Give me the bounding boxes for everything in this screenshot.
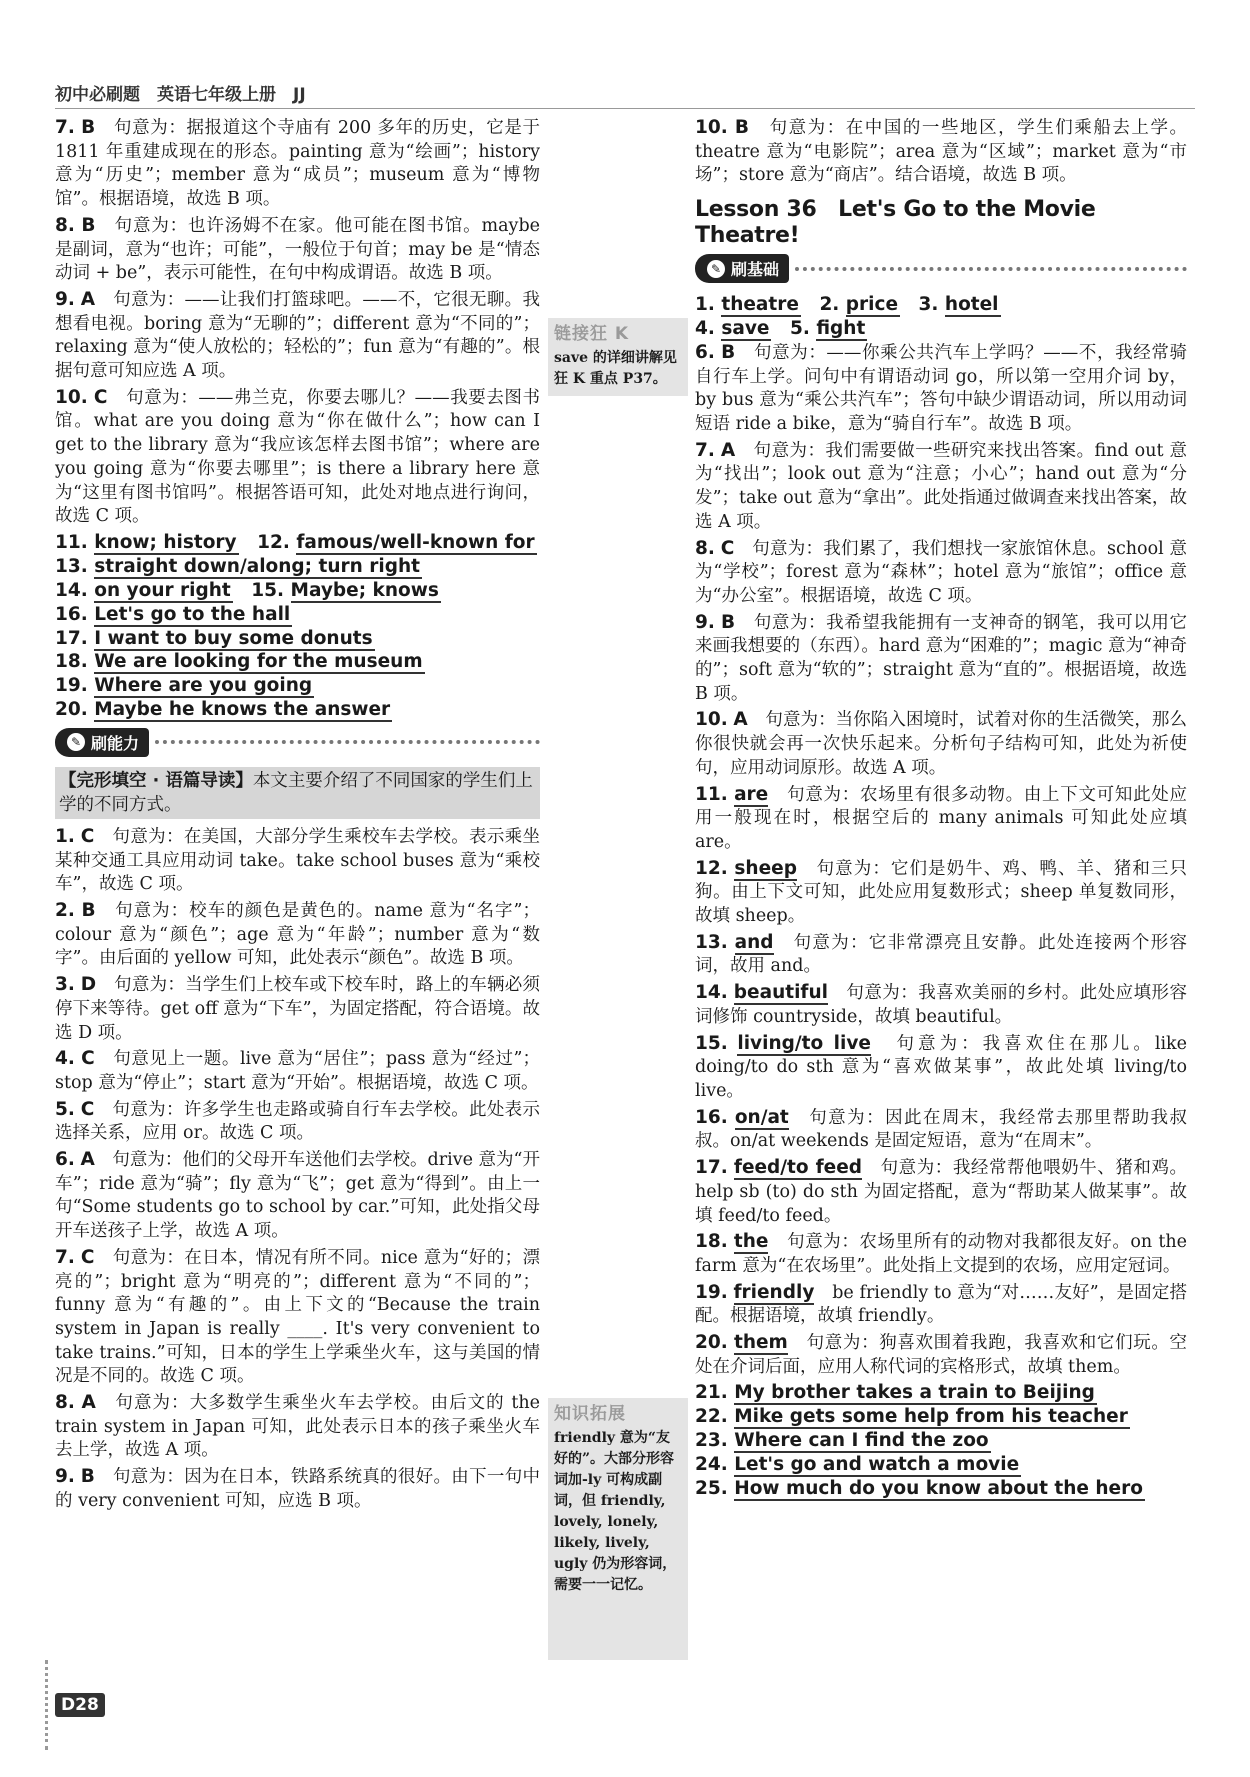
answer-entry — [695, 1032, 1187, 1104]
answer-key: beautiful — [733, 982, 828, 1004]
explanation-text: 句意为：——让我们打篮球吧。——不，它很无聊。我想看电视。boring 意为“无聊的”；different 意为“不同的”；relaxing 意为“使人放松的；轻松的”；fun 意为“有趣的”。根据句意可知应选 A 项。 — [55, 289, 540, 382]
explanation-text: 句意见上一题。live 意为“居住”；pass 意为“经过”；stop 意为“停止”；start 意为“开始”。根据语境，故选 C 项。 — [55, 1049, 540, 1093]
question-number: 14. — [55, 579, 88, 601]
answer-key: friendly — [733, 1281, 815, 1303]
answer-key: B — [721, 611, 736, 633]
side-note-title: 知识拓展 — [554, 1404, 626, 1424]
question-number: 10. — [695, 709, 728, 731]
question-number: 12. — [257, 531, 290, 553]
explanation-text: be friendly to 意为“对……友好”，是固定搭配。根据语境，故填 friendly。 — [695, 1282, 1187, 1327]
question-number: 22. — [695, 1406, 728, 1428]
answer-text: fight — [816, 318, 866, 339]
answer-text: Maybe he knows the answer — [94, 699, 391, 721]
question-number: 19. — [695, 1281, 728, 1303]
short-answer-line — [55, 627, 540, 651]
answer-key: them — [734, 1332, 788, 1354]
side-note-text: friendly 意为“友好的”。大部分形容词加-ly 可构成副词，但 friendly, lovely, lonely, likely, lively, ugly 仍为形容词，需要一一记忆。 — [554, 1430, 677, 1593]
question-number: 15. — [695, 1032, 728, 1054]
question-number: 3. — [918, 294, 939, 316]
answer-key: A — [80, 288, 96, 310]
answer-entry — [55, 1465, 540, 1513]
question-number: 7. — [695, 439, 715, 461]
explanation-text: 句意为：它们是奶牛、鸡、鸭、羊、猪和三只狗。由上下文可知，此处应用复数形式；sheep 单复数同形，故填 sheep。 — [695, 858, 1187, 927]
answer-key: A — [720, 439, 736, 461]
short-answer-line — [695, 1381, 1187, 1405]
answer-text: I want to buy some donuts — [94, 627, 373, 649]
section-header-basics — [695, 254, 1187, 283]
reading-guide — [55, 767, 540, 819]
answer-key: sheep — [734, 857, 797, 879]
answer-text: famous/well-known for — [296, 531, 535, 553]
question-number: 7. — [55, 1246, 75, 1268]
question-number: 20. — [55, 699, 88, 721]
question-number: 6. — [695, 341, 715, 363]
question-number: 18. — [55, 651, 88, 673]
question-number: 18. — [695, 1231, 728, 1253]
answer-entry — [695, 1230, 1187, 1278]
explanation-text: 句意为：大多数学生乘坐火车去学校。由后文的 the train system in Japan 可知，此处表示日本的孩子乘坐火车去上学，故选 A 项。 — [55, 1393, 540, 1461]
question-number: 5. — [55, 1098, 75, 1120]
answer-text: hotel — [944, 294, 999, 316]
answer-entry — [695, 981, 1187, 1029]
short-answer-line — [55, 579, 540, 603]
answer-entry — [55, 1148, 540, 1244]
question-number: 8. — [55, 214, 75, 236]
answer-entry — [695, 1331, 1187, 1379]
answer-entry — [55, 386, 540, 529]
answer-entry — [695, 1156, 1187, 1228]
explanation-text: 句意为：我喜欢住在那儿。like doing/to do sth 意为“喜欢做某事”，故此处填 living/to live。 — [695, 1033, 1187, 1101]
question-number: 17. — [55, 627, 88, 649]
question-number: 14. — [695, 982, 728, 1004]
answer-entry — [55, 973, 540, 1045]
short-answer-line — [55, 603, 540, 627]
explanation-text: 句意为：——你乘公共汽车上学吗？——不，我经常骑自行车上学。问句中有谓语动词 go，所以第一空用介词 by，by bus 意为“乘公共汽车”；答句中缺少谓语动词，所以用动词短语 ride a bike，意为“骑自行车”。故选 B 项。 — [695, 342, 1187, 434]
short-answer-line — [695, 1477, 1187, 1501]
short-answer-line — [695, 293, 1187, 317]
answer-entry — [55, 1047, 540, 1095]
explanation-text: 句意为：它非常漂亮且安静。此处连接两个形容词，故用 and。 — [695, 932, 1187, 977]
page-number: D28 — [55, 1693, 105, 1717]
question-number: 4. — [695, 318, 715, 339]
answer-text: Let's go to the hall — [94, 603, 291, 625]
question-number: 7. — [55, 117, 75, 138]
answer-entry — [55, 1391, 540, 1463]
answer-key: B — [81, 900, 96, 921]
answer-entry — [695, 857, 1187, 929]
question-number: 2. — [55, 900, 75, 921]
question-number: 9. — [55, 288, 75, 310]
answer-text: save — [721, 318, 770, 339]
answer-key: C — [93, 386, 108, 408]
answer-key: on/at — [734, 1106, 789, 1128]
question-number: 19. — [55, 675, 88, 697]
explanation-text: 句意为：农场里所有的动物对我都很友好。on the farm 意为“在农场里”。此处指上文提到的农场，应用定冠词。 — [695, 1232, 1187, 1276]
side-note-text: save 的详细讲解见狂 K 重点 P37。 — [554, 350, 677, 387]
explanation-text: 句意为：在日本，情况有所不同。nice 意为“好的；漂亮的”；bright 意为“明亮的”；different 意为“不同的”；funny 意为“有趣的”。由上下文的“Because the train system in Japan is really ____. It's very convenient to take trains.”可知，日本的学生上学乘坐火车，这与美国的情况是不同的。故选 C 项。 — [55, 1247, 540, 1387]
short-answer-line — [695, 1453, 1187, 1477]
answer-entry — [695, 1281, 1187, 1329]
dotted-divider — [155, 740, 540, 744]
answer-key: and — [734, 931, 774, 953]
question-number: 10. — [55, 386, 88, 408]
answer-entry — [55, 116, 540, 212]
explanation-text: 句意为：我喜欢美丽的乡村。此处应填形容词修饰 countryside，故填 beautiful。 — [695, 983, 1187, 1027]
answer-entry — [55, 1098, 540, 1146]
answer-text: My brother takes a train to Beijing — [734, 1382, 1095, 1404]
short-answer-line — [695, 1429, 1187, 1453]
answer-text: theatre — [721, 294, 799, 316]
question-number: 3. — [55, 974, 75, 996]
question-number: 12. — [695, 857, 728, 879]
answer-text: Let's go and watch a movie — [734, 1454, 1020, 1476]
question-number: 24. — [695, 1454, 728, 1476]
answer-entry — [695, 611, 1187, 707]
question-number: 21. — [695, 1382, 728, 1404]
explanation-text: 句意为：因为在日本，铁路系统真的很好。由下一句中的 very convenient 可知，应选 B 项。 — [55, 1467, 540, 1511]
guide-tag: 【完形填空 · 语篇导读】 — [59, 770, 253, 791]
question-number: 8. — [55, 1392, 75, 1414]
side-note-link — [548, 318, 688, 396]
question-number: 20. — [695, 1332, 728, 1354]
question-number: 10. — [695, 117, 728, 138]
explanation-text: 句意为：农场里有很多动物。由上下文可知此处应用一般现在时，根据空后的 many animals 可知此处应填 are。 — [695, 784, 1188, 852]
answer-text: We are looking for the museum — [94, 651, 423, 673]
answer-key: D — [80, 974, 97, 996]
question-number: 6. — [55, 1149, 75, 1171]
explanation-text: 句意为：我经常帮他喂奶牛、猪和鸡。help sb (to) do sth 为固定搭配，意为“帮助某人做某事”。故填 feed/to feed。 — [695, 1158, 1187, 1226]
section-header-ability — [55, 728, 540, 757]
question-number: 16. — [695, 1106, 728, 1128]
running-header: 初中必刷题 英语七年级上册 JJ — [55, 85, 306, 105]
short-answer-line — [695, 1405, 1187, 1429]
short-answer-line — [55, 674, 540, 698]
question-number: 13. — [55, 555, 88, 577]
question-number: 1. — [695, 294, 715, 316]
side-note-knowledge — [548, 1398, 688, 1660]
answer-entry — [55, 1246, 540, 1389]
short-answer-line — [55, 650, 540, 674]
answer-key: are — [734, 783, 769, 805]
explanation-text: 句意为：也许汤姆不在家。他可能在图书馆。maybe 是副词，意为“也许；可能”，一般位于句首；may be 是“情态动词 + be”，表示可能性，在句中构成谓语。故选 B 项。 — [55, 215, 541, 284]
answer-entry — [55, 214, 540, 286]
explanation-text: 句意为：许多学生也走路或骑自行车去学校。此处表示选择关系，应用 or。故选 C 项。 — [55, 1099, 540, 1144]
section-label: 刷能力 — [91, 733, 140, 753]
answer-text: straight down/along; turn right — [94, 555, 420, 577]
header-divider — [55, 108, 1195, 109]
answer-key: living/to live — [737, 1032, 871, 1054]
explanation-text: 句意为：他们的父母开车送他们去学校。drive 意为“开车”；ride 意为“骑”；fly 意为“飞”；get 意为“得到”。由上一句“Some students go to school by car.”可知，此处指父母开车送孩子上学，故选 A 项。 — [55, 1150, 540, 1242]
answer-key: A — [81, 1392, 96, 1414]
guide-text: 本文主要介绍了不同国家的学生们上学的不同方式。 — [59, 770, 533, 815]
explanation-text: 句意为：因此在周末，我经常去那里帮助我叔叔。on/at weekends 是固定短语，意为“在周末”。 — [695, 1107, 1188, 1152]
answer-entry — [55, 899, 540, 971]
answer-entry — [695, 783, 1187, 855]
section-label: 刷基础 — [731, 260, 780, 280]
answer-key: C — [720, 537, 735, 559]
answer-key: A — [733, 709, 748, 731]
explanation-text: 句意为：我们需要做一些研究来找出答案。find out 意为“找出”；look out 意为“注意；小心”；hand out 意为“分发”；take out 意为“拿出”。此处指通过做调查来找出答案，故选 A 项。 — [695, 440, 1188, 532]
question-number: 8. — [695, 537, 715, 559]
answer-text: Maybe; knows — [290, 579, 439, 601]
answer-entry — [695, 1106, 1187, 1154]
answer-key: B — [81, 214, 96, 236]
question-number: 5. — [789, 318, 810, 339]
right-column — [695, 116, 1187, 1501]
answer-key: B — [721, 341, 736, 363]
answer-key: feed/to feed — [733, 1157, 862, 1179]
answer-text: know; history — [94, 531, 237, 553]
question-number: 4. — [55, 1048, 75, 1070]
explanation-text: 句意为：校车的颜色是黄色的。name 意为“名字”；colour 意为“颜色”；age 意为“年龄”；number 意为“数字”。由后面的 yellow 可知，此处表示“颜色”。故选 B 项。 — [55, 901, 540, 969]
question-number: 1. — [55, 825, 75, 847]
question-number: 9. — [695, 611, 715, 633]
question-number: 13. — [695, 931, 728, 953]
book-icon: ✎ — [67, 733, 85, 751]
answer-key: C — [80, 1246, 95, 1268]
answer-entry — [695, 537, 1187, 609]
book-icon: ✎ — [707, 260, 725, 278]
side-note-title: 链接狂 K — [554, 324, 630, 344]
question-number: 9. — [55, 1466, 75, 1488]
answer-entry — [695, 116, 1187, 188]
answer-text: Mike gets some help from his teacher — [734, 1406, 1128, 1428]
answer-text: How much do you know about the hero — [734, 1477, 1143, 1499]
answer-entry — [55, 288, 540, 384]
answer-text: Where are you going — [94, 675, 313, 697]
short-answer-line — [55, 555, 540, 579]
dotted-divider — [795, 267, 1187, 271]
answer-text: price — [845, 294, 899, 316]
answer-key: C — [81, 1048, 95, 1070]
answer-key: B — [734, 117, 749, 138]
answer-key: C — [80, 1098, 95, 1120]
answer-key: C — [80, 825, 95, 847]
explanation-text: 句意为：——弗兰克，你要去哪儿？——我要去图书馆。what are you doing 意为“你在做什么”；how can I get to the library 意为“我应该怎样去图书馆”；where are you going 意为“你要去哪里”；is there a library here 意为“这里有图书馆吗”。根据答语可知，此处对地点进行询问，故选 C 项。 — [55, 387, 540, 527]
answer-text: Where can I find the zoo — [734, 1430, 989, 1452]
question-number: 11. — [695, 783, 728, 805]
explanation-text: 句意为：狗喜欢围着我跑，我喜欢和它们玩。空处在介词后面，应用人称代词的宾格形式，故填 them。 — [695, 1333, 1188, 1377]
answer-entry — [695, 439, 1187, 535]
short-answer-line — [695, 317, 1187, 341]
explanation-text: 句意为：据报道这个寺庙有 200 多年的历史，它是于 1811 年重建成现在的形态。painting 意为“绘画”；history 意为“历史”；member 意为“成员”；museum 意为“博物馆”。根据语境，故选 B 项。 — [55, 118, 540, 210]
answer-text: on your right — [94, 579, 231, 601]
answer-key: the — [733, 1231, 769, 1253]
answer-key: B — [80, 1466, 95, 1488]
lesson-title: Lesson 36 Let's Go to the Movie Theatre! — [695, 197, 1096, 249]
question-number: 23. — [695, 1430, 728, 1452]
question-number: 25. — [695, 1477, 728, 1499]
explanation-text: 句意为：当你陷入困境时，试着对你的生活微笑，那么你很快就会再一次快乐起来。分析句子结构可知，此处为祈使句，应用动词原形。故选 A 项。 — [695, 710, 1187, 778]
short-answer-line — [55, 698, 540, 722]
answer-key: A — [80, 1149, 95, 1171]
explanation-text: 句意为：我们累了，我们想找一家旅馆休息。school 意为“学校”；forest 意为“森林”；hotel 意为“旅馆”；office 意为“办公室”。根据语境，故选 C 项。 — [695, 538, 1187, 606]
answer-entry — [55, 825, 540, 897]
short-answer-line — [55, 531, 540, 555]
question-number: 17. — [695, 1157, 728, 1179]
explanation-text: 句意为：在中国的一些地区，学生们乘船去上学。theatre 意为“电影院”；area 意为“区域”；market 意为“市场”；store 意为“商店”。结合语境，故选 B 项。 — [695, 118, 1187, 186]
left-column — [55, 116, 540, 1516]
question-number: 16. — [55, 603, 88, 625]
explanation-text: 句意为：当学生们上校车或下校车时，路上的车辆必须停下来等待。get off 意为“下车”，为固定搭配，符合语境。故选 D 项。 — [55, 975, 540, 1043]
explanation-text: 句意为：在美国，大部分学生乘校车去学校。表示乘坐某种交通工具应用动词 take。take school buses 意为“乘校车”，故选 C 项。 — [55, 826, 540, 895]
answer-entry — [695, 341, 1187, 437]
question-number: 11. — [55, 531, 88, 553]
question-number: 15. — [251, 579, 285, 601]
answer-entry — [695, 708, 1187, 780]
answer-key: B — [81, 117, 96, 138]
question-number: 2. — [819, 294, 840, 316]
answer-entry — [695, 931, 1187, 979]
footer-dotted-line — [45, 1660, 48, 1750]
explanation-text: 句意为：我希望我能拥有一支神奇的钢笔，我可以用它来画我想要的（东西）。hard 意为“困难的”；magic 意为“神奇的”；soft 意为“软的”；straight 意为“直的”。根据语境，故选 B 项。 — [695, 612, 1187, 704]
